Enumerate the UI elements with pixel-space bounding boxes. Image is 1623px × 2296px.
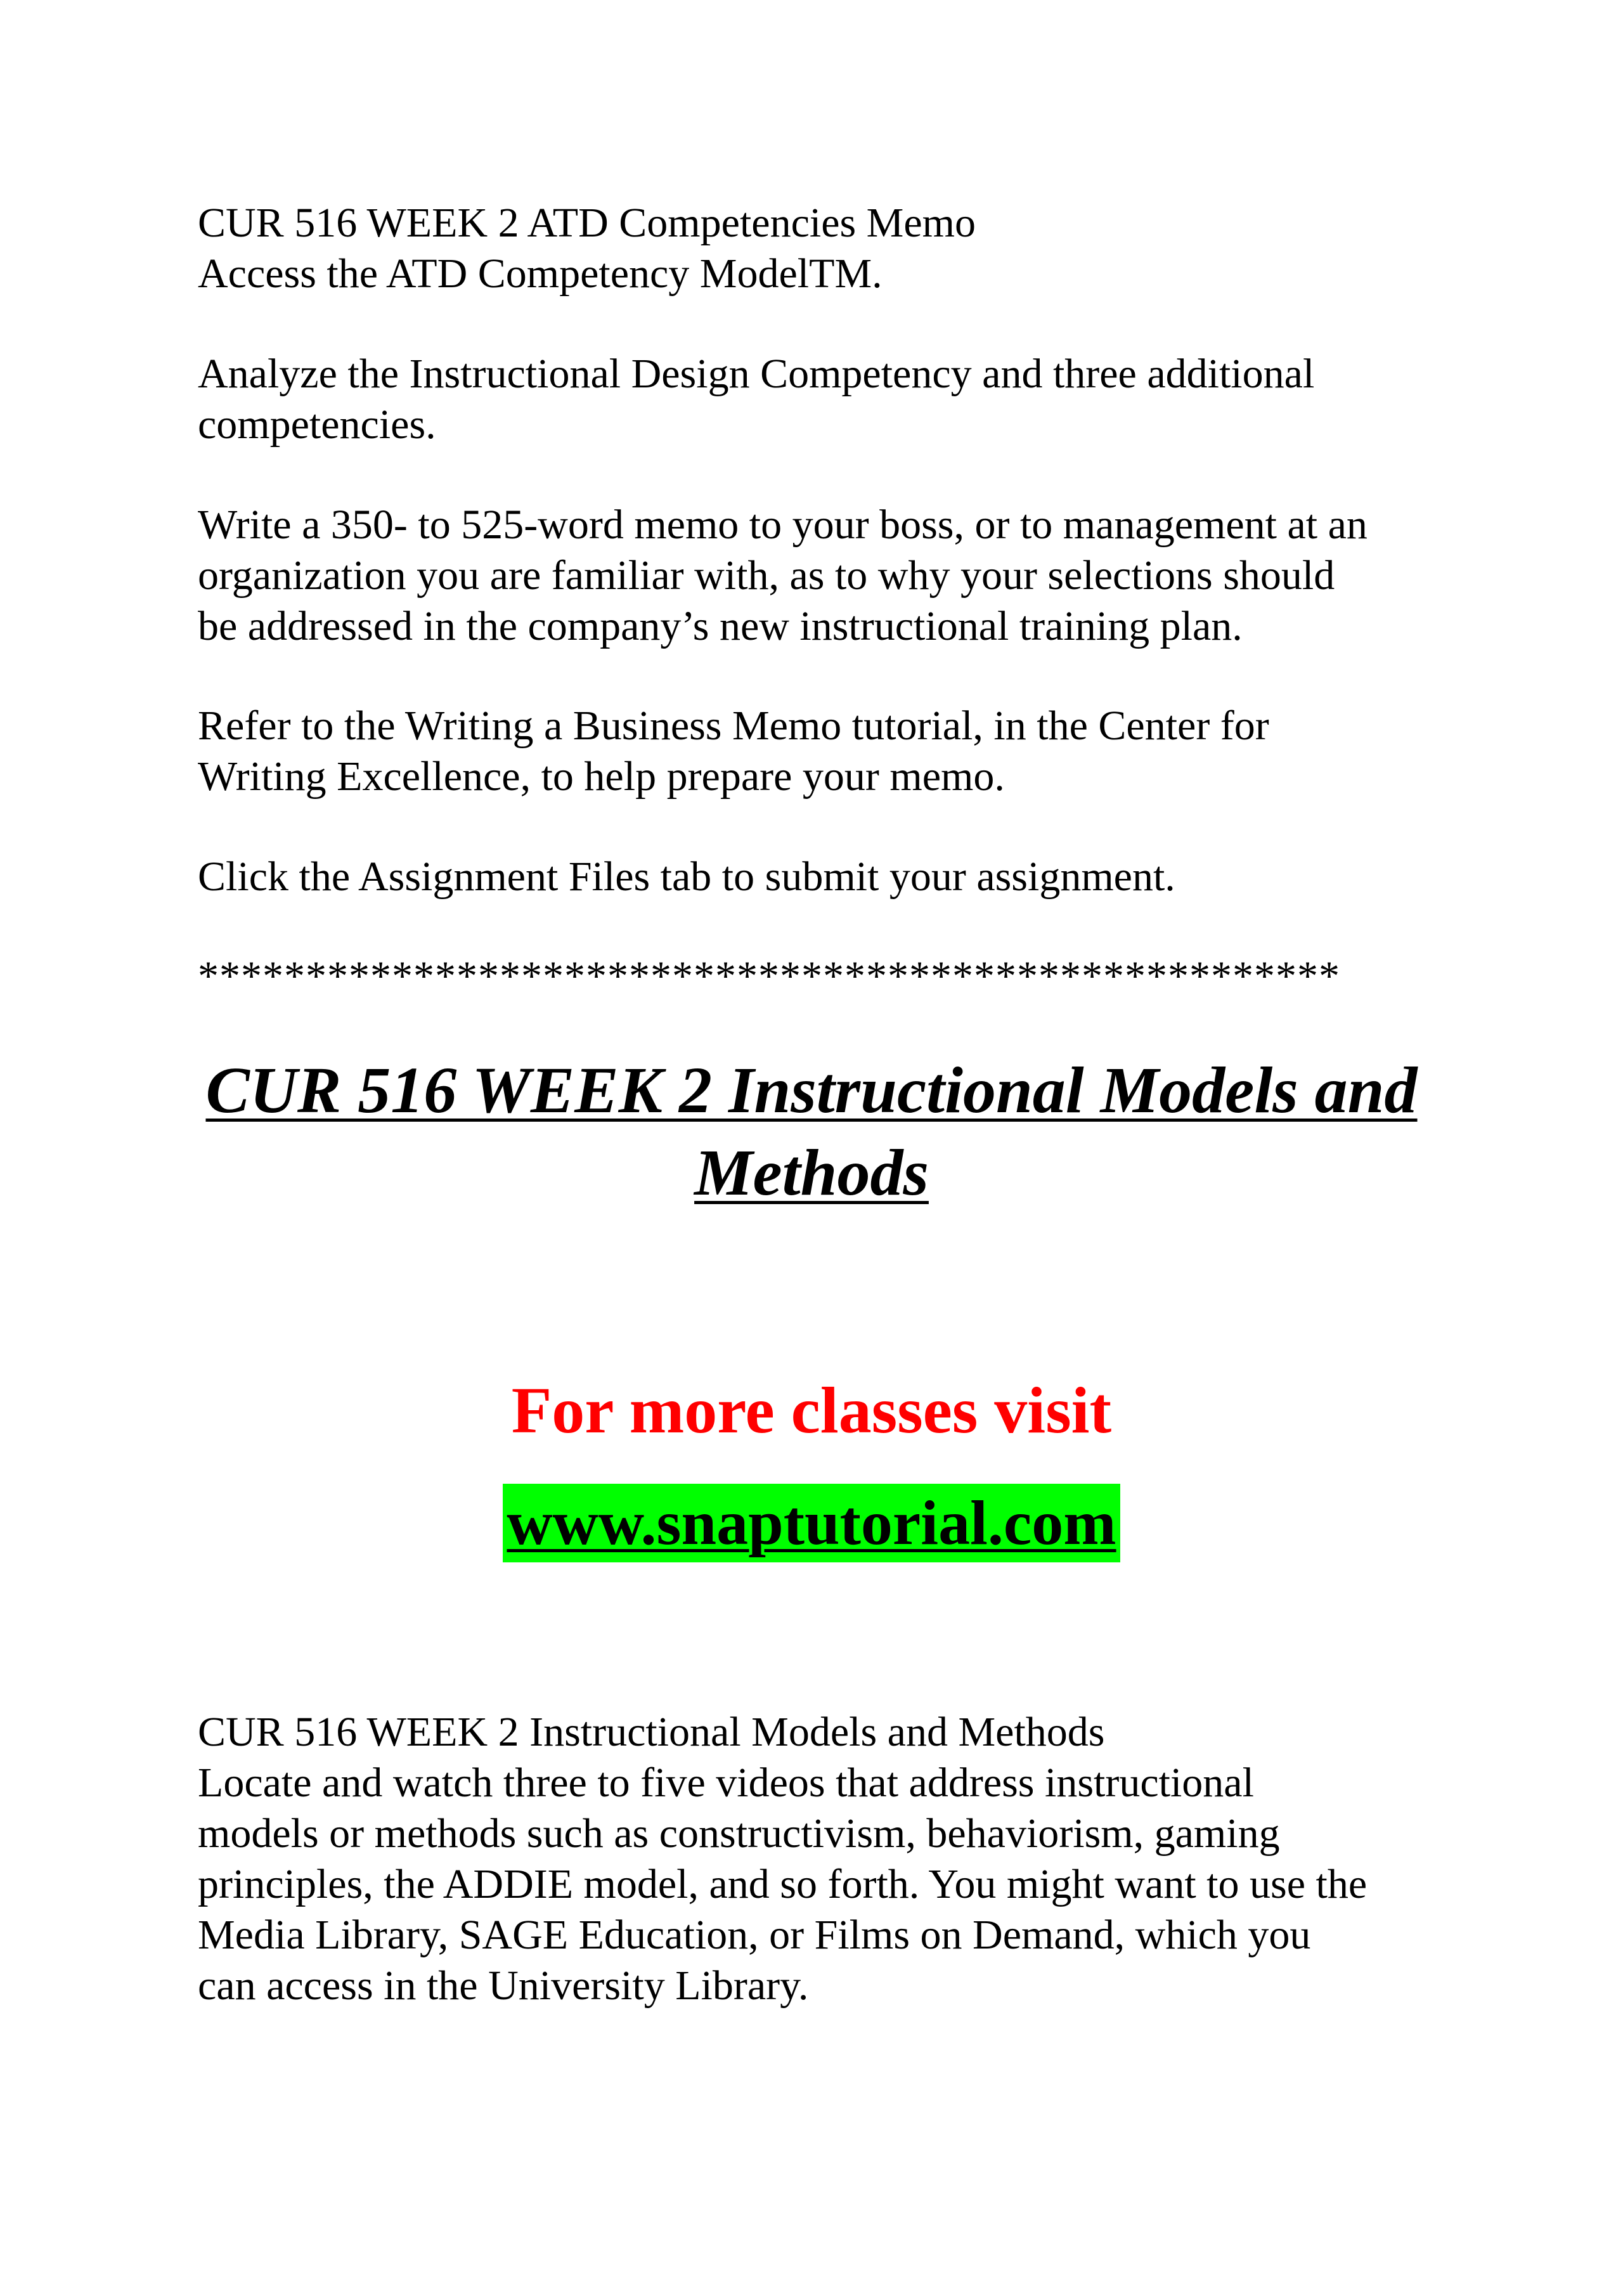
paragraph-line: be addressed in the company’s new instructional training plan. bbox=[198, 603, 1243, 649]
section2-title: CUR 516 WEEK 2 Instructional Models and Methods bbox=[198, 1709, 1105, 1755]
write-paragraph bbox=[198, 500, 1466, 652]
heading-line-1: CUR 516 WEEK 2 Instructional Models and bbox=[205, 1054, 1418, 1127]
paragraph-line: models or methods such as constructivism, behaviorism, gaming bbox=[198, 1810, 1280, 1857]
analyze-paragraph bbox=[198, 349, 1466, 450]
paragraph-line: competencies. bbox=[198, 401, 436, 448]
assignment-title: CUR 516 WEEK 2 ATD Competencies Memo bbox=[198, 200, 976, 246]
paragraph-line: Writing Excellence, to help prepare your memo. bbox=[198, 753, 1005, 800]
separator-stars: ***************************************************** bbox=[198, 953, 1340, 999]
paragraph-line: can access in the University Library. bbox=[198, 1962, 809, 2009]
paragraph-line: Write a 350- to 525-word memo to your boss, or to management at an bbox=[198, 502, 1368, 548]
section-heading bbox=[0, 1049, 1623, 1214]
paragraph-line: Locate and watch three to five videos that address instructional bbox=[198, 1760, 1254, 1806]
snaptutorial-link[interactable]: www.snaptutorial.com bbox=[503, 1484, 1120, 1562]
paragraph-line: Analyze the Instructional Design Competency and three additional bbox=[198, 351, 1315, 397]
section2-body bbox=[198, 1707, 1466, 2011]
paragraph-line: organization you are familiar with, as to why your selections should bbox=[198, 552, 1335, 599]
assignment-intro bbox=[198, 198, 1466, 299]
paragraph-line: Media Library, SAGE Education, or Films on Demand, which you bbox=[198, 1912, 1311, 1958]
refer-paragraph bbox=[198, 701, 1466, 802]
paragraph-line: Refer to the Writing a Business Memo tutorial, in the Center for bbox=[198, 703, 1269, 749]
paragraph-line: Click the Assignment Files tab to submit your assignment. bbox=[198, 853, 1175, 900]
promo-link-container bbox=[0, 1484, 1623, 1562]
click-paragraph bbox=[198, 852, 1466, 902]
promo-text: For more classes visit bbox=[511, 1374, 1112, 1447]
access-instruction: Access the ATD Competency ModelTM. bbox=[198, 250, 883, 297]
paragraph-line: principles, the ADDIE model, and so forth. You might want to use the bbox=[198, 1861, 1368, 1907]
heading-line-2: Methods bbox=[694, 1136, 929, 1209]
separator bbox=[198, 951, 1466, 1002]
